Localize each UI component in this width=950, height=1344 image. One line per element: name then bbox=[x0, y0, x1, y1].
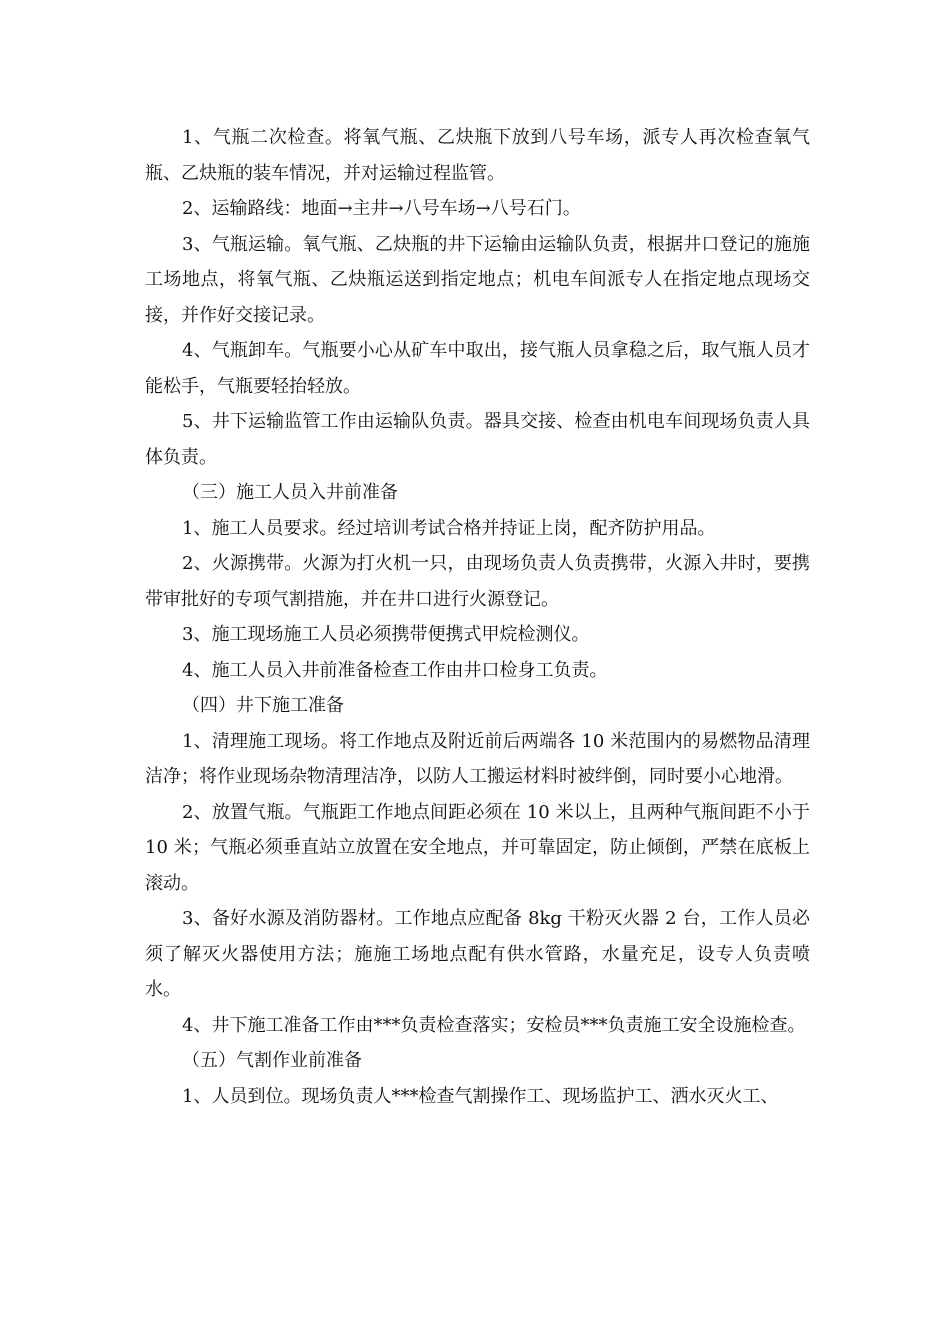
paragraph-worker-requirements: 1、施工人员要求。经过培训考试合格并持证上岗，配齐防护用品。 bbox=[182, 517, 716, 539]
paragraph-personnel-in-place: 1、人员到位。现场负责人***检查气割操作工、现场监护工、洒水灭火工、 bbox=[182, 1085, 779, 1107]
paragraph-methane-detector: 3、施工现场施工人员必须携带便携式甲烷检测仪。 bbox=[182, 624, 590, 645]
paragraph-cylinder-transport: 3、气瓶运输。氧气瓶、乙炔瓶的井下运输由运输队负责，根据井口登记的施施工场地点，将氧气瓶、乙炔瓶运送到指定地点；机电车间派专人在指定地点现场交接，并作好交接记录。 bbox=[145, 233, 810, 326]
paragraph-fire-source-carry: 2、火源携带。火源为打火机一只，由现场负责人负责携带，火源入井时，要携带审批好的专项气割措施，并在井口进行火源登记。 bbox=[145, 553, 810, 610]
paragraph-place-cylinders: 2、放置气瓶。气瓶距工作地点间距必须在 10 米以上，且两种气瓶间距不小于 10 米；气瓶必须垂直站立放置在安全地点，并可靠固定，防止倾倒，严禁在底板上滚动。 bbox=[145, 801, 810, 894]
paragraph-cylinder-second-check: 1、气瓶二次检查。将氧气瓶、乙炔瓶下放到八号车场，派专人再次检查氧气瓶、乙炔瓶的装车情况，并对运输过程监管。 bbox=[145, 127, 810, 184]
paragraph-water-fire-equipment: 3、备好水源及消防器材。工作地点应配备 8kg 干粉灭火器 2 台，工作人员必须了解灭火器使用方法；施施工场地点配有供水管路，水量充足，设专人负责喷水。 bbox=[145, 908, 810, 1000]
paragraph-cylinder-unloading: 4、气瓶卸车。气瓶要小心从矿车中取出，接气瓶人员拿稳之后，取气瓶人员才能松手，气瓶要轻抬轻放。 bbox=[145, 340, 810, 397]
paragraph-transport-supervision: 5、井下运输监管工作由运输队负责。器具交接、检查由机电车间现场负责人具体负责。 bbox=[145, 411, 810, 468]
section-heading-4: （四）井下施工准备 bbox=[182, 695, 344, 716]
paragraph-preentry-inspection: 4、施工人员入井前准备检查工作由井口检身工负责。 bbox=[182, 659, 608, 681]
paragraph-underground-prep-check: 4、井下施工准备工作由***负责检查落实；安检员***负责施工安全设施检查。 bbox=[182, 1014, 806, 1036]
paragraph-transport-route: 2、运输路线：地面→主井→八号车场→八号石门。 bbox=[182, 198, 581, 219]
section-heading-3: （三）施工人员入井前准备 bbox=[182, 482, 398, 503]
document-body bbox=[145, 120, 810, 1114]
paragraph-clear-site: 1、清理施工现场。将工作地点及附近前后两端各 10 米范围内的易燃物品清理洁净；将作业现场杂物清理洁净，以防人工搬运材料时被绊倒，同时要小心地滑。 bbox=[145, 730, 810, 787]
section-heading-5: （五）气割作业前准备 bbox=[182, 1050, 362, 1071]
